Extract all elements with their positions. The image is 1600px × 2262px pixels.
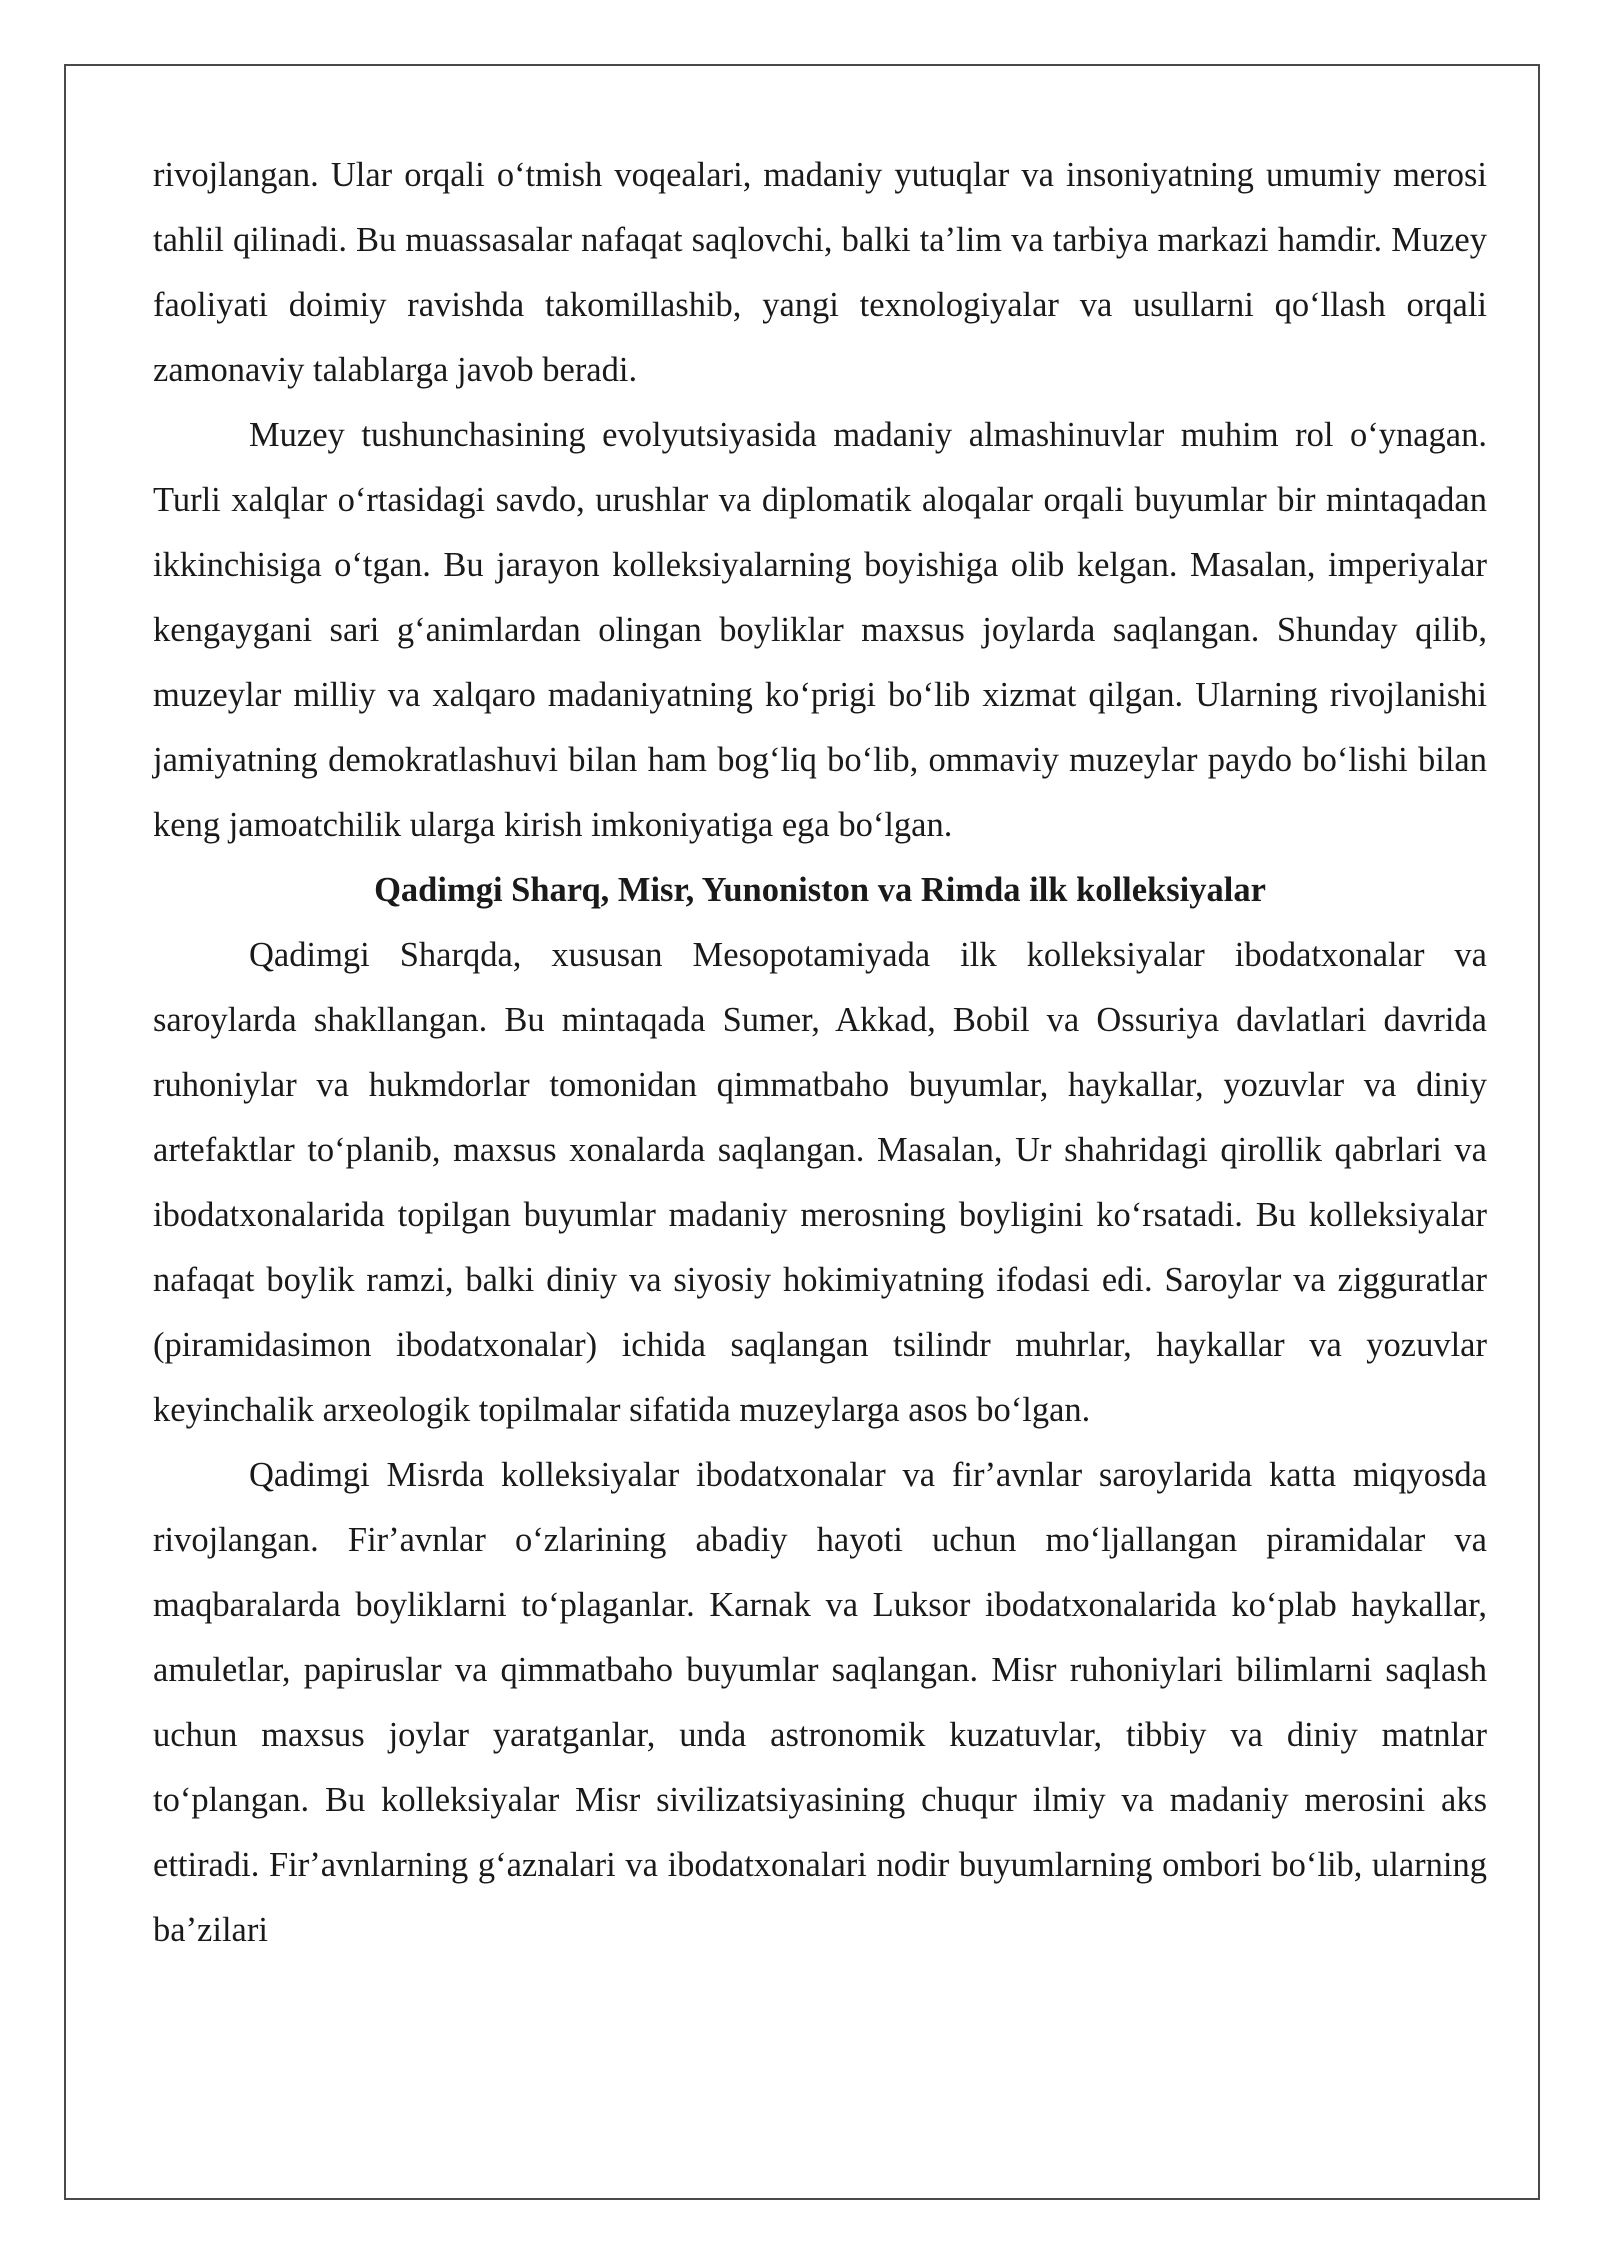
paragraph-cultural-exchange: Muzey tushunchasining evolyutsiyasida madaniy almashinuvlar muhim rol oʻynagan. Turli xalqlar oʻrtasidagi savdo, urushlar va diplomatik aloqalar orqali buyumlar bir mintaqadan ikkinchisiga oʻtgan. Bu jarayon kolleksiyalarning boyishiga olib kelgan. Masalan, imperiyalar kengaygani sari gʻanimlardan olingan boyliklar maxsus joylarda saqlangan. Shunday qilib, muzeylar milliy va xalqaro madaniyatning koʻprigi boʻlib xizmat qilgan. Ularning rivojlanishi jamiyatning demokratlashuvi bilan ham bogʻliq boʻlib, ommaviy muzeylar paydo boʻlishi bilan keng jamoatchilik ularga kirish imkoniyatiga ega boʻlgan. [153, 416, 1487, 844]
section-heading: Qadimgi Sharq, Misr, Yunoniston va Rimda ilk kolleksiyalar [374, 871, 1266, 909]
document-body [153, 143, 1487, 1963]
paragraph-ancient-egypt: Qadimgi Misrda kolleksiyalar ibodatxonalar va firʼavnlar saroylarida katta miqyosda rivojlangan. Firʼavnlar oʻzlarining abadiy hayoti uchun moʻljallangan piramidalar va maqbaralarda boyliklarni toʻplaganlar. Karnak va Luksor ibodatxonalarida koʻplab haykallar, amuletlar, papiruslar va qimmatbaho buyumlar saqlangan. Misr ruhoniylari bilimlarni saqlash uchun maxsus joylar yaratganlar, unda astronomik kuzatuvlar, tibbiy va diniy matnlar toʻplangan. Bu kolleksiyalar Misr sivilizatsiyasining chuqur ilmiy va madaniy merosini aks ettiradi. Firʼavnlarning gʻaznalari va ibodatxonalari nodir buyumlarning ombori boʻlib, ularning baʼzilari [153, 1456, 1487, 1949]
paragraph-continuation: rivojlangan. Ular orqali oʻtmish voqealari, madaniy yutuqlar va insoniyatning umumiy merosi tahlil qilinadi. Bu muassasalar nafaqat saqlovchi, balki taʼlim va tarbiya markazi hamdir. Muzey faoliyati doimiy ravishda takomillashib, yangi texnologiyalar va usullarni qoʻllash orqali zamonaviy talablarga javob beradi. [153, 156, 1487, 389]
paragraph-ancient-east: Qadimgi Sharqda, xususan Mesopotamiyada ilk kolleksiyalar ibodatxonalar va saroylarda shakllangan. Bu mintaqada Sumer, Akkad, Bobil va Ossuriya davlatlari davrida ruhoniylar va hukmdorlar tomonidan qimmatbaho buyumlar, haykallar, yozuvlar va diniy artefaktlar toʻplanib, maxsus xonalarda saqlangan. Masalan, Ur shahridagi qirollik qabrlari va ibodatxonalarida topilgan buyumlar madaniy merosning boyligini koʻrsatadi. Bu kolleksiyalar nafaqat boylik ramzi, balki diniy va siyosiy hokimiyatning ifodasi edi. Saroylar va zigguratlar (piramidasimon ibodatxonalar) ichida saqlangan tsilindr muhrlar, haykallar va yozuvlar keyinchalik arxeologik topilmalar sifatida muzeylarga asos boʻlgan. [153, 936, 1487, 1429]
